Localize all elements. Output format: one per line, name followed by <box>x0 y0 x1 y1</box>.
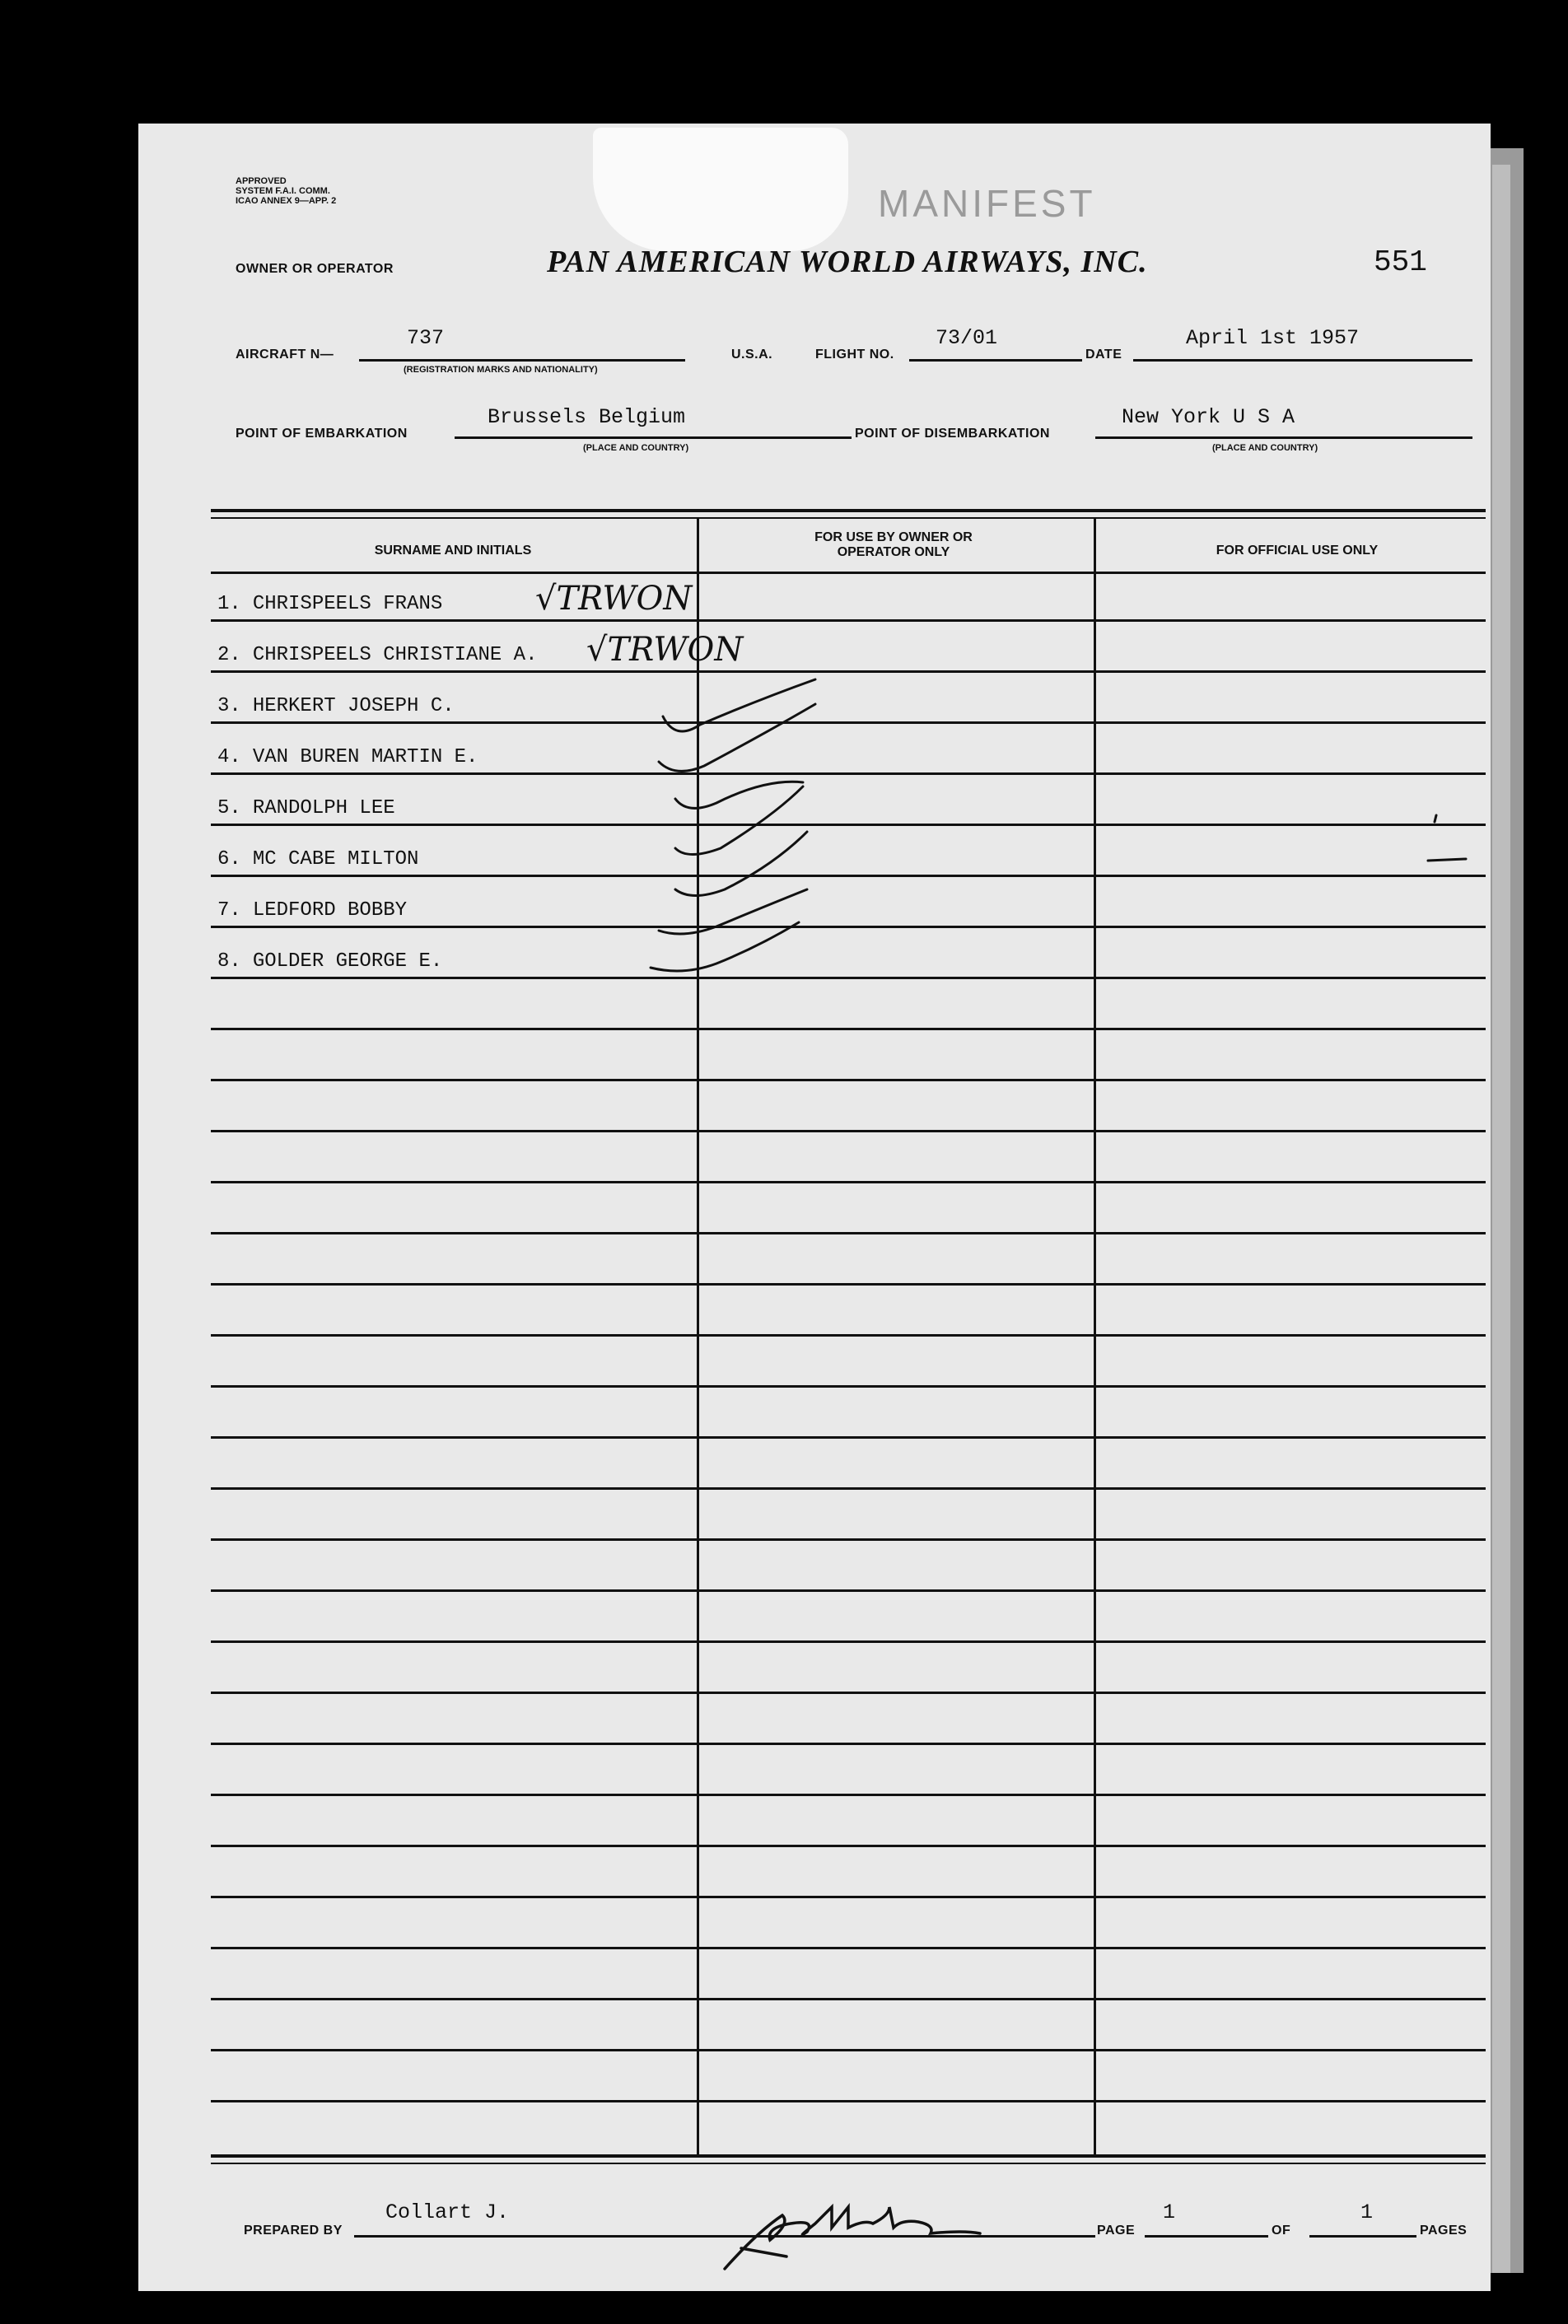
handwritten-mark: √TRWON <box>586 631 744 669</box>
form-title-partial: MANIFEST <box>878 182 1096 225</box>
passenger-name: MC CABE MILTON <box>252 848 419 870</box>
checkmark <box>675 786 803 855</box>
aircraft-value: 737 <box>407 326 445 350</box>
passenger-name: LEDFORD BOBBY <box>252 899 408 922</box>
usa-label: U.S.A. <box>731 348 773 362</box>
stray-mark <box>1428 859 1466 861</box>
row-number: 1. <box>217 593 241 615</box>
flight-label: FLIGHT NO. <box>815 348 894 362</box>
passenger-name: GOLDER GEORGE E. <box>252 950 443 973</box>
approval-line: SYSTEM F.A.I. COMM. <box>236 186 330 196</box>
page-stamp: 551 <box>1374 245 1427 279</box>
of-underline <box>1309 2235 1416 2238</box>
date-value: April 1st 1957 <box>1186 326 1360 350</box>
of-label: OF <box>1272 2224 1291 2238</box>
row-number: 8. <box>217 950 241 973</box>
row-number: 2. <box>217 644 241 666</box>
date-label: DATE <box>1085 348 1122 362</box>
column-header-official-use: FOR OFFICIAL USE ONLY <box>1216 544 1379 558</box>
approval-line: ICAO ANNEX 9—APP. 2 <box>236 196 337 206</box>
table-bottom-rule-inner <box>211 2163 1486 2164</box>
prepared-by-label: PREPARED BY <box>244 2224 343 2238</box>
page-label: PAGE <box>1097 2224 1136 2238</box>
page-value: 1 <box>1163 2200 1176 2224</box>
signature-stroke <box>741 2248 786 2256</box>
row-number: 4. <box>217 746 241 768</box>
checkmark <box>659 704 815 771</box>
approval-line: APPROVED <box>236 176 287 186</box>
embark-caption: (PLACE AND COUNTRY) <box>583 443 689 453</box>
passenger-name: RANDOLPH LEE <box>252 797 395 819</box>
passenger-name: HERKERT JOSEPH C. <box>252 695 455 717</box>
prepared-by-underline <box>354 2235 1095 2238</box>
passenger-name: CHRISPEELS FRANS <box>252 593 443 615</box>
prepared-by-value: Collart J. <box>385 2200 510 2224</box>
disembark-caption: (PLACE AND COUNTRY) <box>1212 443 1318 453</box>
disembark-label: POINT OF DISEMBARKATION <box>855 427 1050 441</box>
owner-value: PAN AMERICAN WORLD AIRWAYS, INC. <box>547 245 1148 279</box>
passenger-name: VAN BUREN MARTIN E. <box>252 746 478 768</box>
embark-label: POINT OF EMBARKATION <box>236 427 408 441</box>
row-number: 3. <box>217 695 241 717</box>
signature-stroke <box>725 2207 980 2269</box>
stray-mark <box>1435 815 1436 822</box>
aircraft-label: AIRCRAFT N— <box>236 348 334 362</box>
row-number: 6. <box>217 848 241 870</box>
registration-caption: (REGISTRATION MARKS AND NATIONALITY) <box>404 365 598 375</box>
column-header-surname: SURNAME AND INITIALS <box>374 544 532 558</box>
checkmark <box>663 679 815 731</box>
checkmark <box>651 922 799 971</box>
checkmark <box>659 889 807 934</box>
row-number: 5. <box>217 797 241 819</box>
disembark-value: New York U S A <box>1122 405 1295 429</box>
owner-label: OWNER OR OPERATOR <box>236 262 394 276</box>
column-header-owner-use: FOR USE BY OWNER OR OPERATOR ONLY <box>814 530 973 559</box>
of-value: 1 <box>1360 2200 1374 2224</box>
pages-label: PAGES <box>1420 2224 1468 2238</box>
row-number: 7. <box>217 899 241 922</box>
passenger-name: CHRISPEELS CHRISTIANE A. <box>252 644 538 666</box>
flight-value: 73/01 <box>936 326 998 350</box>
handwritten-mark: √TRWON <box>535 580 693 618</box>
page-underline <box>1145 2235 1268 2238</box>
table-bottom-rule <box>211 2154 1486 2158</box>
checkmark <box>675 832 807 896</box>
embark-value: Brussels Belgium <box>488 405 686 429</box>
